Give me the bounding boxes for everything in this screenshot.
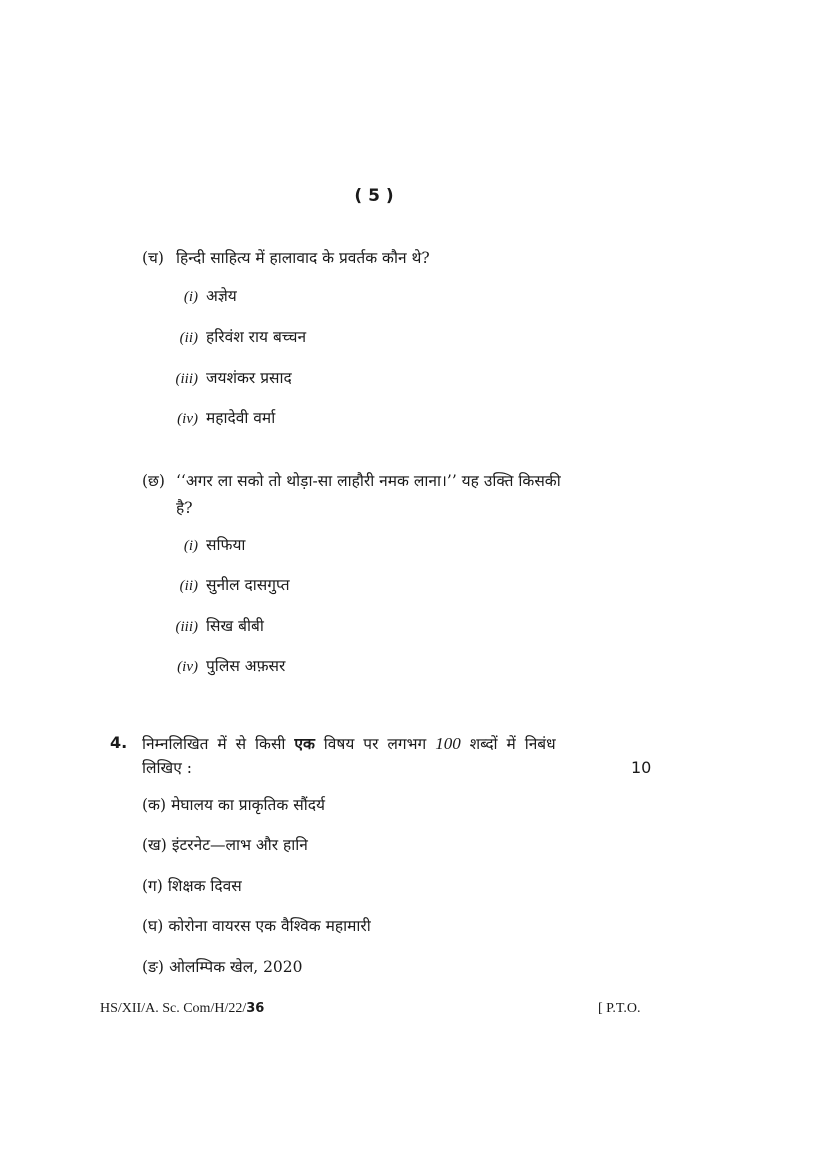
option-number: (i) [183, 289, 198, 305]
question-text: हिन्दी साहित्य में हालावाद के प्रवर्तक कौन थे? [176, 249, 430, 267]
option-number: (iv) [177, 411, 198, 427]
question-text-line2: है? [176, 499, 193, 517]
topic-text: कोरोना वायरस एक वैश्विक महामारी [168, 917, 371, 935]
text-part: शब्दों में निबंध [469, 735, 556, 753]
topic-text: मेघालय का प्राकृतिक सौंदर्य [171, 796, 325, 814]
text-bold: एक [294, 734, 315, 753]
topic-item [142, 797, 325, 814]
option-number: (iii) [175, 371, 198, 387]
option [168, 410, 275, 427]
option-number: (iii) [175, 619, 198, 635]
topic-item [142, 878, 242, 895]
question-label: (च) [142, 249, 164, 267]
option [168, 618, 264, 635]
topic-item [142, 918, 371, 935]
option-text: अज्ञेय [206, 287, 237, 305]
option-number: (ii) [179, 330, 198, 346]
paper-code-number: 36 [246, 1001, 265, 1016]
option [168, 577, 290, 594]
option-text: सिख बीबी [206, 617, 264, 635]
option [168, 658, 285, 675]
word-count: 100 [435, 734, 461, 753]
option-text: सफिया [206, 536, 246, 554]
topic-label: (ग) [142, 877, 163, 895]
topic-label: (ख) [142, 836, 167, 854]
option-text: महादेवी वर्मा [206, 409, 276, 427]
topic-label: (ङ) [142, 958, 164, 976]
pto-label: [ P.T.O. [598, 1001, 641, 1016]
topic-item [142, 959, 303, 976]
paper-code-prefix: HS/XII/A. Sc. Com/H/22/ [100, 1001, 247, 1016]
topic-item [142, 837, 308, 854]
question-text-line1: ‘‘अगर ला सको तो थोड़ा-सा लाहौरी नमक लाना।’’ यह उक्ति किसकी [176, 472, 561, 490]
page-number: ( 5 ) [354, 186, 394, 206]
option-text: जयशंकर प्रसाद [206, 369, 292, 387]
text-part: निम्नलिखित में से किसी [142, 735, 286, 753]
topic-text: ओलम्पिक खेल, 2020 [169, 958, 303, 976]
question-number: 4. [110, 733, 128, 752]
option-text: पुलिस अफ़सर [206, 657, 286, 675]
option-text: सुनील दासगुप्त [206, 576, 290, 594]
option-number: (iv) [177, 659, 198, 675]
question-text-line1 [142, 735, 556, 753]
topic-label: (क) [142, 796, 166, 814]
topic-text: शिक्षक दिवस [167, 877, 242, 895]
topic-text: इंटरनेट—लाभ और हानि [171, 836, 308, 854]
marks: 10 [631, 758, 652, 777]
text-part: विषय पर लगभग [323, 735, 427, 753]
option-number: (i) [183, 538, 198, 554]
question-text-line2: लिखिए : [142, 759, 192, 777]
option [168, 370, 292, 387]
option [168, 329, 306, 346]
option [168, 537, 245, 554]
option-text: हरिवंश राय बच्चन [206, 328, 307, 346]
paper-code [100, 1002, 264, 1016]
option [168, 288, 237, 305]
option-number: (ii) [179, 578, 198, 594]
question-label: (छ) [142, 472, 165, 490]
topic-label: (घ) [142, 917, 164, 935]
